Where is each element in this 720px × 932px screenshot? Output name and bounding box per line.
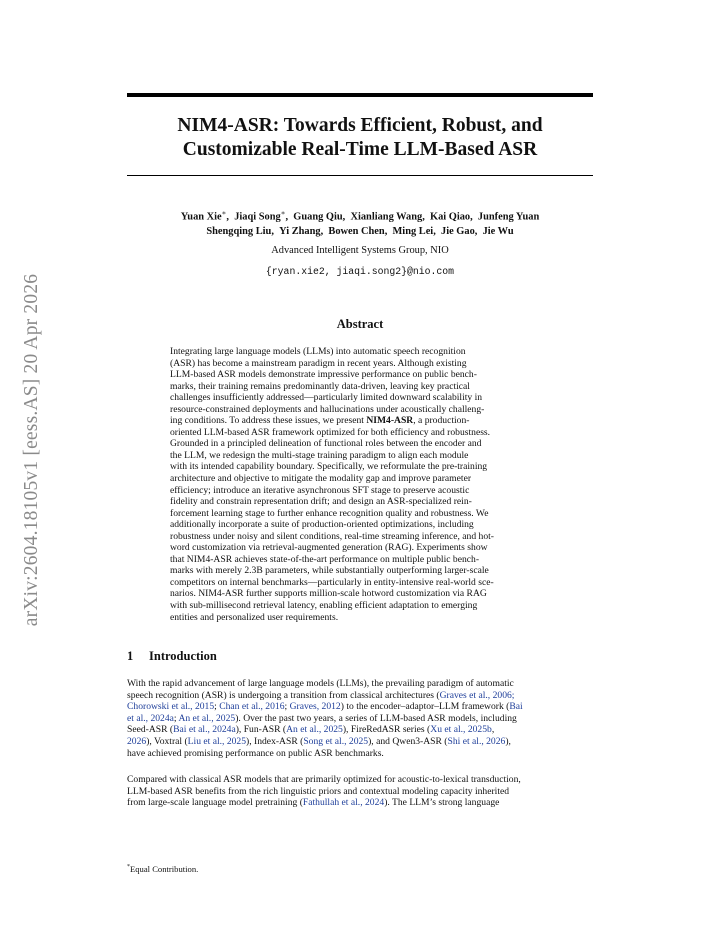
text-line bbox=[170, 531, 550, 543]
text-segment: have achieved promising performance on public ASR benchmarks. bbox=[127, 747, 384, 759]
text-line bbox=[170, 346, 550, 358]
text-segment: ), Index-ASR ( bbox=[246, 735, 304, 747]
text-line bbox=[127, 774, 593, 786]
text-segment: entities and personalized user requirements. bbox=[170, 611, 339, 623]
text-line bbox=[127, 748, 593, 760]
author-name: Jie Wu bbox=[482, 226, 514, 238]
text-line bbox=[170, 404, 550, 416]
text-segment: (ASR) has become a mainstream paradigm in recent years. Although existing bbox=[170, 357, 467, 369]
text-segment: forcement learning stage to further enhance recognition quality and robustness. We bbox=[170, 507, 489, 519]
author-name: Kai Qiao bbox=[429, 211, 471, 223]
text-line bbox=[170, 600, 550, 612]
text-segment: architecture and objective to mitigate the modality gap and improve parameter bbox=[170, 473, 472, 485]
text-segment: ing conditions. To address these issues, we present bbox=[170, 415, 367, 427]
text-segment: Compared with classical ASR models that are primarily optimized for acoustic-to-lexical transduction, bbox=[127, 774, 521, 785]
text-line bbox=[127, 797, 593, 809]
author-name: Guang Qiu bbox=[293, 211, 343, 223]
text-line bbox=[127, 724, 593, 736]
text-segment: ), and Qwen3-ASR ( bbox=[368, 735, 448, 747]
abstract-body bbox=[170, 346, 550, 623]
author-name: Shengqing Liu bbox=[206, 226, 272, 238]
title-bottom-rule bbox=[127, 175, 593, 176]
text-line bbox=[170, 450, 550, 462]
text-segment: competitors on internal benchmarks—particularly in entity-intensive real-world sce- bbox=[170, 576, 494, 588]
text-segment: with its intended capability boundary. Specifically, we reformulate the pre-training bbox=[170, 461, 488, 473]
text-segment: from large-scale language model pretraining ( bbox=[127, 797, 303, 809]
citation-link[interactable]: Bai bbox=[509, 701, 523, 713]
citation-link[interactable]: Xu et al., 2025b bbox=[430, 724, 492, 736]
text-segment: ; bbox=[284, 701, 290, 713]
text-line bbox=[127, 701, 593, 713]
arxiv-identifier: arXiv:2604.18105v1 [eess.AS] 20 Apr 2026 bbox=[21, 273, 42, 627]
title-line-2: Customizable Real-Time LLM-Based ASR bbox=[182, 139, 538, 160]
citation-link[interactable]: Fathullah et al., 2024 bbox=[302, 797, 385, 809]
text-segment: ; bbox=[214, 701, 220, 713]
text-line bbox=[127, 678, 593, 690]
affiliation: Advanced Intelligent Systems Group, NIO bbox=[271, 245, 449, 256]
abstract-heading: Abstract bbox=[336, 317, 384, 331]
citation-link[interactable]: Bai et al., 2024a bbox=[173, 724, 236, 736]
text-segment: Integrating large language models (LLMs) into automatic speech recognition bbox=[170, 346, 466, 357]
text-line bbox=[170, 369, 550, 381]
text-line bbox=[170, 473, 550, 485]
text-line bbox=[170, 565, 550, 577]
citation-link[interactable]: Chorowski et al., 2015 bbox=[127, 701, 215, 713]
text-segment: challenges insufficiently addressed—particularly limited downward scalability in bbox=[170, 392, 483, 404]
text-line bbox=[170, 577, 550, 589]
introduction-paragraph-2 bbox=[127, 774, 593, 809]
text-line bbox=[170, 415, 550, 427]
text-segment: marks, their training remains predominantly data-driven, leaving key practical bbox=[170, 380, 470, 392]
text-line bbox=[170, 392, 550, 404]
section-title: Introduction bbox=[149, 649, 217, 663]
text-line bbox=[170, 427, 550, 439]
author-list bbox=[127, 206, 593, 239]
text-line bbox=[170, 554, 550, 566]
author-emails: {ryan.xie2, jiaqi.song2}@nio.com bbox=[265, 266, 455, 277]
author-mark: ∗ bbox=[280, 209, 286, 217]
author-name: Bowen Chen bbox=[328, 226, 385, 238]
citation-link[interactable]: Chan et al., 2016 bbox=[219, 701, 285, 713]
text-segment: the LLM, we redesign the multi-stage training paradigm to align each module bbox=[170, 449, 469, 461]
text-segment: that NIM4-ASR achieves state-of-the-art performance on multiple public bench- bbox=[170, 553, 480, 565]
text-segment: robustness under noisy and silent conditions, real-time streaming inference, and hot- bbox=[170, 530, 494, 542]
author-name: Ming Lei bbox=[392, 226, 434, 238]
title-top-rule bbox=[127, 93, 593, 97]
citation-link[interactable]: Song et al., 2025 bbox=[303, 735, 369, 747]
text-line bbox=[170, 496, 550, 508]
text-line bbox=[170, 612, 550, 624]
title-line-1: NIM4-ASR: Towards Efficient, Robust, and bbox=[177, 115, 543, 136]
author-row-1: Yuan Xie∗, Jiaqi Song∗, Guang Qiu, Xianliang Wang, Kai Qiao, Junfeng Yuan bbox=[180, 209, 540, 223]
citation-link[interactable]: An et al., 2025 bbox=[178, 712, 236, 724]
author-name: Xianliang Wang bbox=[350, 211, 423, 223]
author-name: Yi Zhang bbox=[279, 226, 321, 238]
footnote-mark: * bbox=[127, 864, 130, 870]
text-segment: ), bbox=[505, 735, 511, 747]
text-segment: speech recognition (ASR) is undergoing a transition from classical architectures ( bbox=[127, 689, 440, 701]
citation-link[interactable]: et al., 2024a bbox=[127, 712, 174, 724]
text-segment: efficiency; introduce an iterative asynchronous SFT stage to preserve acoustic bbox=[170, 484, 470, 496]
text-segment: ), Fun-ASR ( bbox=[235, 724, 287, 736]
text-segment: oriented LLM-based ASR framework optimized for both efficiency and robustness. bbox=[170, 426, 491, 438]
text-segment: ) to the encoder–adaptor–LLM framework ( bbox=[340, 701, 510, 713]
citation-link[interactable]: Shi et al., 2026 bbox=[447, 735, 506, 747]
footnote-text: Equal Contribution. bbox=[130, 863, 199, 874]
paper-title bbox=[127, 114, 593, 162]
author-name: Yuan Xie bbox=[180, 211, 222, 223]
text-line bbox=[170, 519, 550, 531]
text-line bbox=[170, 381, 550, 393]
text-line bbox=[170, 485, 550, 497]
text-line bbox=[170, 588, 550, 600]
text-segment: LLM-based ASR benefits from the rich linguistic priors and contextual modeling capacity inherited bbox=[127, 785, 510, 797]
text-segment: additionally incorporate a suite of production-oriented optimizations, including bbox=[170, 519, 474, 531]
citation-link[interactable]: 2026 bbox=[127, 735, 147, 747]
text-line bbox=[127, 736, 593, 748]
text-segment: resource-constrained deployments and hallucinations under acoustically challeng- bbox=[170, 403, 485, 415]
text-segment: With the rapid advancement of large language models (LLMs), the prevailing paradigm of automatic bbox=[127, 678, 514, 689]
model-name: NIM4-ASR bbox=[366, 415, 414, 427]
text-line bbox=[127, 690, 593, 702]
text-line bbox=[170, 358, 550, 370]
text-line bbox=[127, 786, 593, 798]
text-segment: , bbox=[491, 724, 495, 736]
citation-link[interactable]: An et al., 2025 bbox=[286, 724, 343, 736]
text-segment: ), Voxtral ( bbox=[146, 735, 188, 747]
author-mark: ∗ bbox=[221, 209, 227, 217]
author-name: Junfeng Yuan bbox=[477, 211, 540, 223]
text-segment: with sub-millisecond retrieval latency, enabling efficient adaptation to emerging bbox=[170, 600, 478, 612]
text-segment: marks with merely 2.3B parameters, while substantially outperforming larger-scale bbox=[170, 565, 489, 577]
text-line bbox=[170, 438, 550, 450]
text-segment: fidelity and constrain representation drift; and design an ASR-specialized rein- bbox=[170, 496, 472, 508]
author-name: Jie Gao bbox=[441, 226, 475, 238]
text-segment: word customization via retrieval-augmented generation (RAG). Experiments show bbox=[170, 542, 488, 554]
text-segment: , a production- bbox=[413, 415, 470, 427]
text-segment: ). Over the past two years, a series of LLM-based ASR models, including bbox=[235, 712, 517, 724]
section-heading-introduction bbox=[127, 648, 593, 664]
citation-link[interactable]: Graves, 2012 bbox=[289, 701, 341, 713]
author-row-2: Shengqing Liu, Yi Zhang, Bowen Chen, Ming Lei, Jie Gao, Jie Wu bbox=[206, 226, 514, 238]
text-line bbox=[170, 508, 550, 520]
text-line bbox=[170, 542, 550, 554]
text-segment: ). The LLM’s strong language bbox=[384, 797, 500, 809]
text-segment: ; bbox=[173, 712, 179, 724]
text-segment: narios. NIM4-ASR further supports million-scale hotword customization via RAG bbox=[170, 588, 487, 600]
text-segment: LLM-based ASR models demonstrate impressive performance on public bench- bbox=[170, 369, 477, 381]
section-number: 1 bbox=[127, 649, 134, 663]
citation-link[interactable]: Graves et al., 2006; bbox=[439, 689, 515, 701]
citation-link[interactable]: Liu et al., 2025 bbox=[187, 735, 247, 747]
text-segment: Seed-ASR ( bbox=[127, 724, 174, 736]
footnote bbox=[127, 862, 593, 875]
introduction-paragraph-1 bbox=[127, 678, 593, 759]
arxiv-stamp bbox=[10, 250, 54, 650]
text-line bbox=[127, 713, 593, 725]
text-segment: ), FireRedASR series ( bbox=[342, 724, 431, 736]
text-line bbox=[170, 461, 550, 473]
text-segment: Grounded in a principled delineation of functional roles between the encoder and bbox=[170, 438, 482, 450]
author-name: Jiaqi Song bbox=[234, 211, 281, 223]
